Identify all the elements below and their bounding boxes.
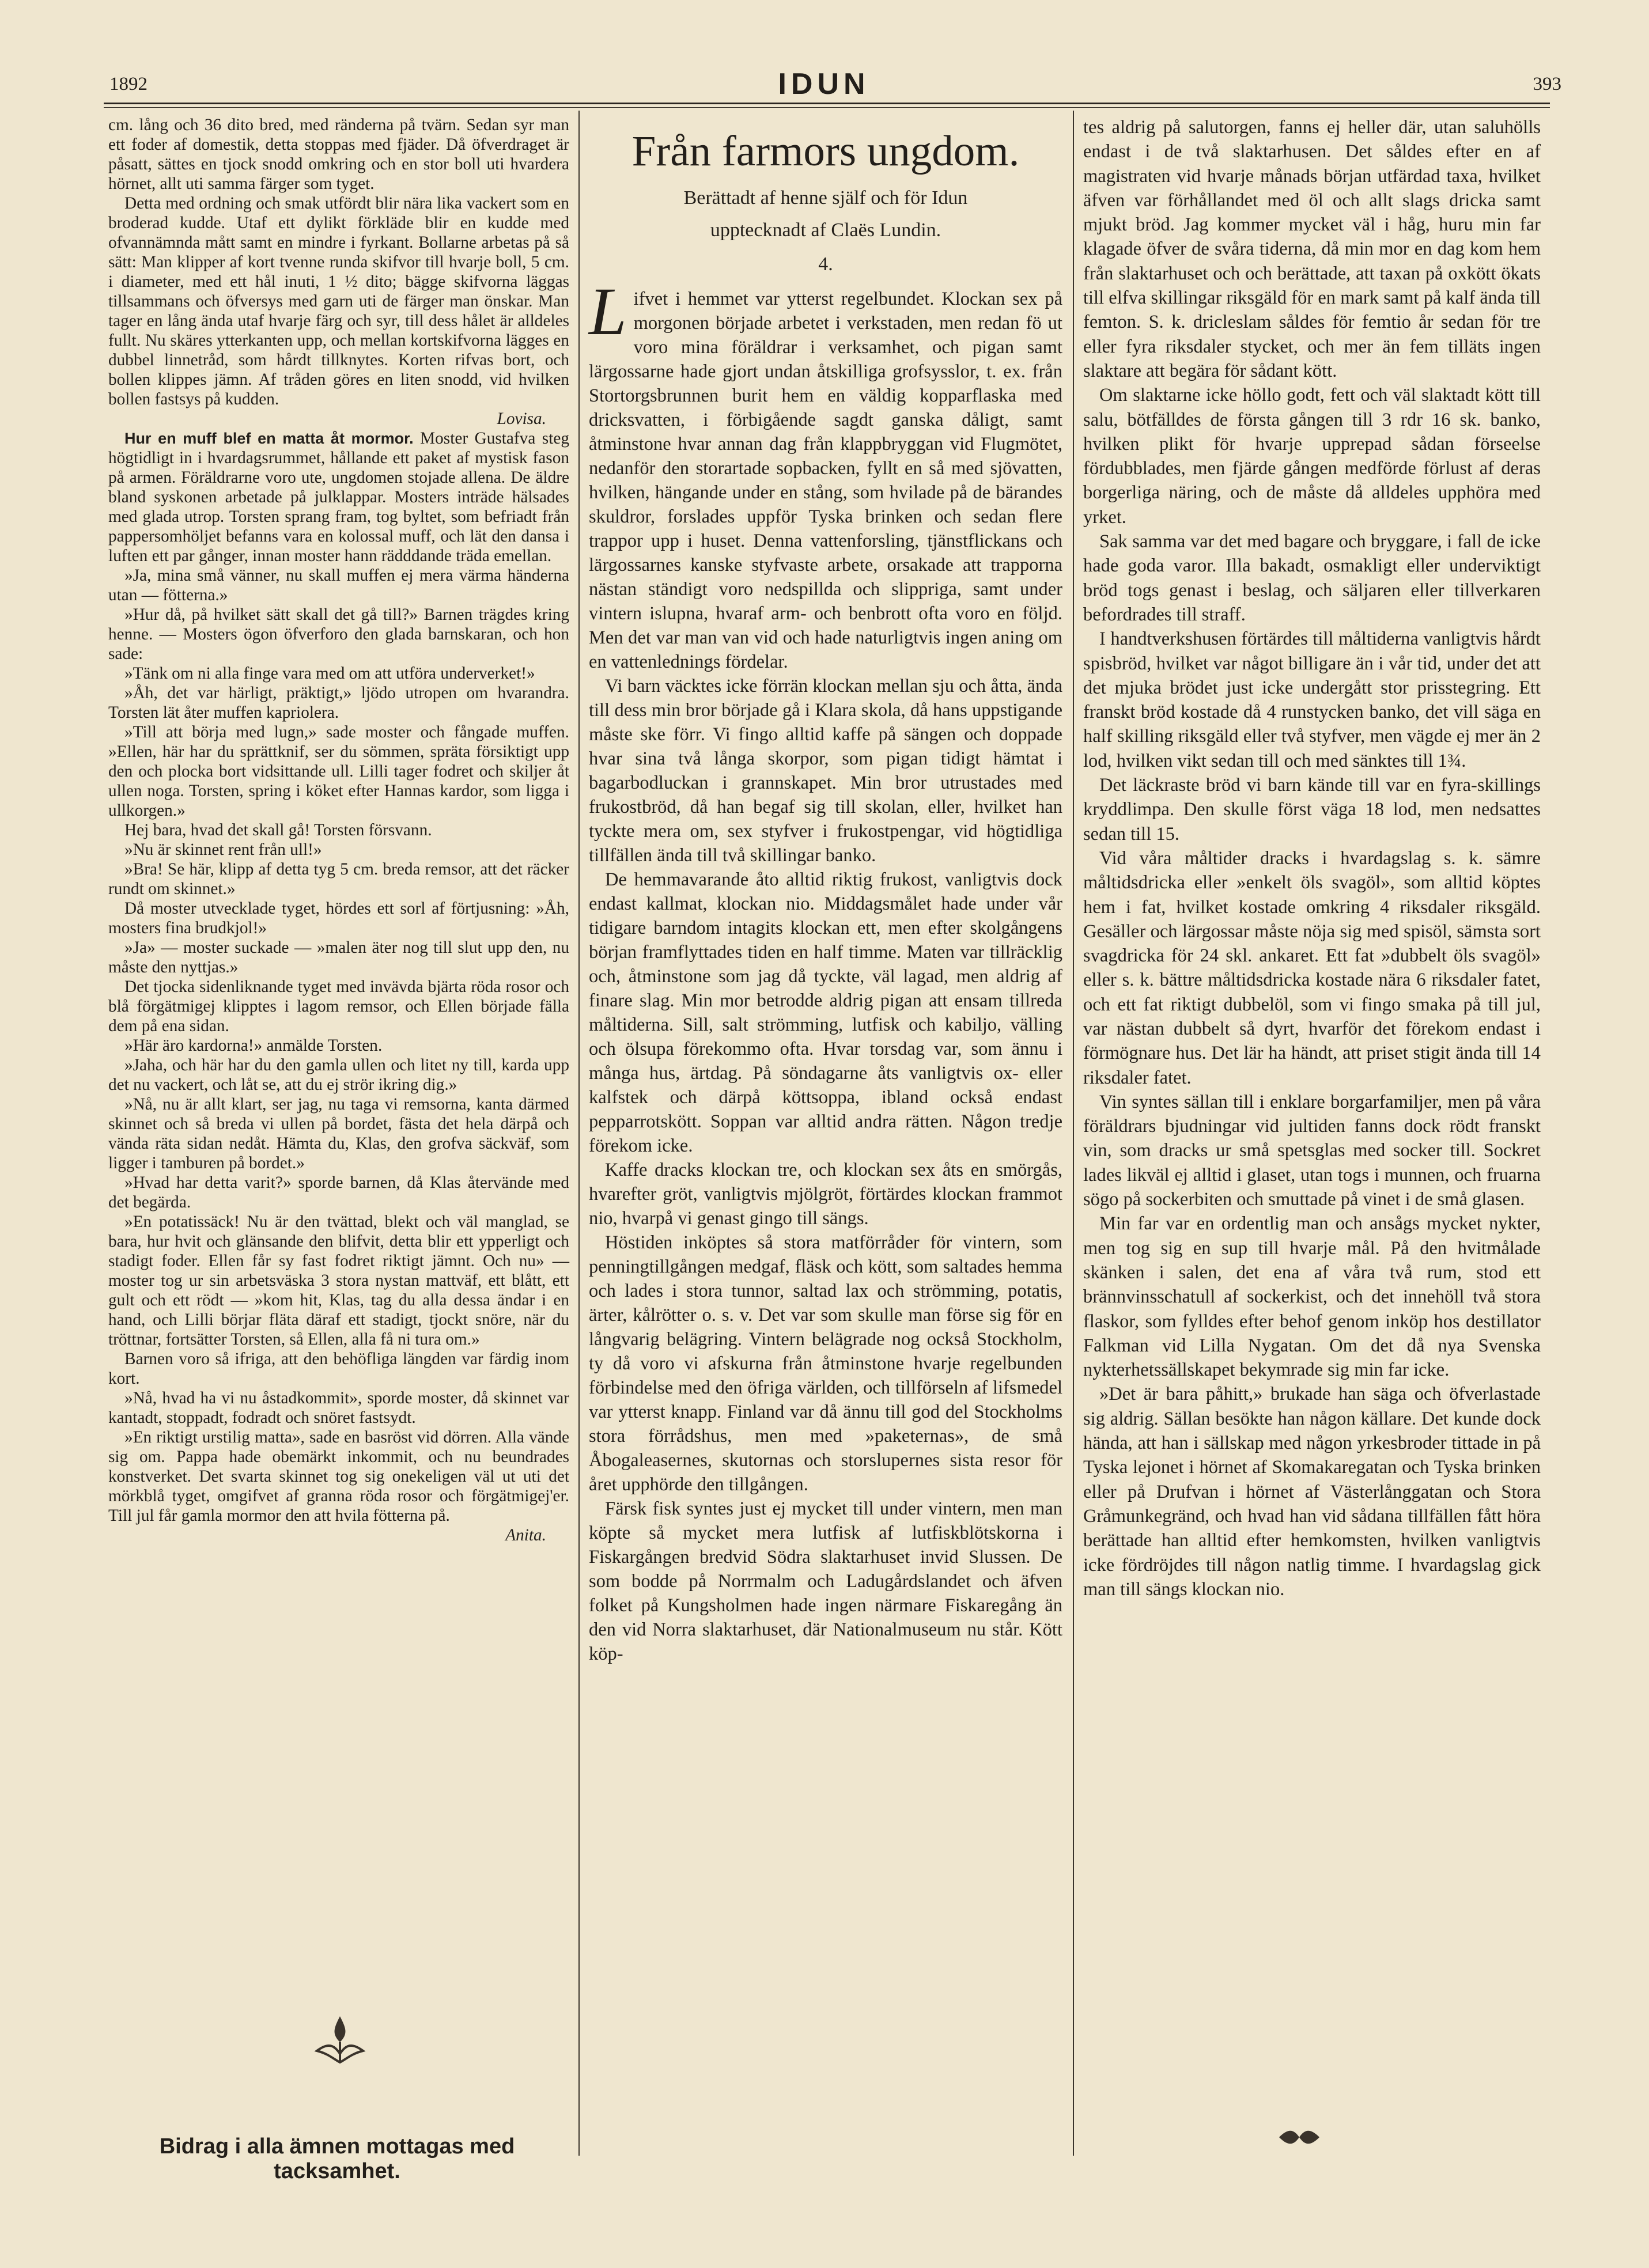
header-rule-thin xyxy=(104,107,1550,108)
paragraph: »Tänk om ni alla finge vara med om att utföra underverket!» xyxy=(124,664,535,683)
chapter-number: 4. xyxy=(818,253,833,275)
paragraph: tes aldrig på salutorgen, fanns ej heller där, utan saluhölls endast i de två slaktarhusen. Det såldes efter en af magistraten vid hvarje månads början utfärdad taxa, hvilket äfven var förhållandet med öl och allt slags dricka samt mjukt bröd. Jag kommer mycket väl i håg, huru min far klagade öfver de svåra tiderna, då min mor en dag kom hem från slaktarhuset och och berättade, att taxan på oxkött ökats till elfva skillingar riksgäld för en mark samt på kalf ända till femton. S. k. dricleslam såldes för femtio år sedan för tre eller fyra riksdaler stycket, och mer än fem tilläts ingen slaktare att begära för sådant kött. xyxy=(1083,117,1541,381)
paragraph: »Ja, mina små vänner, nu skall muffen ej mera värma händerna utan — fötterna.» xyxy=(108,566,569,604)
paragraph: Detta med ordning och smak utfördt blir nära lika vackert som en broderad kudde. Utaf ett dylikt förkläde blir en kudde med ofvannämnda mått samt en mindre i fyrkant. Bollarne arbetas på så sätt: Man klipper af kort tvenne runda skifvor till hvarje boll, 5 cm. i diameter, med ett hål inuti, 1 ½ dito; bägge skifvorna läggas tillsammans och öfversys med garn uti de färger man önskar. Man tager en lång ända utaf hvarje färg och syr, till dess hålet är alldeles fullt. Nu skäres ytterkanten upp, och mellan kortskifvorna lägges en dubbel linnetråd, som hårdt tillknytes. Korten rifvas bort, och bollen klippes jämn. Af tråden göres en liten snodd, vid hvilken bollen fastsys på kudden. xyxy=(108,194,569,408)
paragraph: Då moster utvecklade tyget, hördes ett sorl af förtjusning: »Åh, mosters fina brudkjol!» xyxy=(108,899,569,937)
paragraph: Färsk fisk syntes just ej mycket till under vintern, men man köpte så mycket mera lutfisk af lutfiskblötskorna i Fiskargången bredvid Södra slaktarhuset invid Slussen. De som bodde på Norrmalm och Ladugårdslandet och äfven folket på Kungsholmen hade ingen närmare Fiskaregång än den vid Norra slaktarhuset, där Nationalmuseum nu står. Kött köp- xyxy=(589,1498,1062,1664)
paragraph: »Hvad har detta varit?» sporde barnen, då Klas återvände med det begärda. xyxy=(108,1173,569,1211)
paragraph: De hemmavarande åto alltid riktig frukost, vanligtvis dock endast kallmat, klockan nio. Middagsmålet hade under vår tidigare barndom intagits klockan ett, men efter skolgångens början framflyttades tiden en half timme. Maten var tillräcklig och, åtminstone som jag då tyckte, väl lagad, men aldrig af finare slag. Min mor betrodde aldrig pigan att ensam tillreda måltiderna. Sill, salt strömming, lutfisk och kabiljo, välling och ölsupa förekommo ofta. Hvar torsdag var, som ännu i många hus, ärtdag. På söndagarne åts vanligtvis ox- eller kalfstek och därpå köttsoppa, ibland också endast pepparrotskött. Soppan var alltid andra rätten. Någon tredje förekom icke. xyxy=(589,869,1062,1156)
paragraph: »Hur då, på hvilket sätt skall det gå till?» Barnen trägdes kring henne. — Mosters ögon öfverforo den glada barnskaran, och hon sade: xyxy=(108,605,569,663)
paragraph: Sak samma var det med bagare och bryggare, i fall de icke hade goda varor. Illa bakadt, osmakligt eller underviktigt bröd togs genast i beslag, och säljaren eller tillverkaren befordrades till straff. xyxy=(1083,531,1541,625)
paragraph: Det tjocka sidenliknande tyget med invävda bjärta röda rosor och blå förgätmigej klipptes i lagom remsor, och Ellen började fälla dem på ena sidan. xyxy=(108,978,569,1035)
paragraph: Hej bara, hvad det skall gå! Torsten försvann. xyxy=(124,821,432,839)
paragraph: »Nå, nu är allt klart, ser jag, nu taga vi remsorna, kanta därmed skinnet och så breda vi ullen på bordet, fästa det hela därpå och vända räta sidan nedåt. Hämta du, Klas, den grofva säckväf, som ligger i tamburen på bordet.» xyxy=(108,1095,569,1172)
page-header xyxy=(75,67,1573,101)
paragraph: »Här äro kardorna!» anmälde Torsten. xyxy=(124,1036,383,1055)
paragraph: Moster Gustafva steg högtidligt in i hvardagsrummet, hållande ett paket af mystisk fason på armen. Föräldrarne voro ute, ungdomen stojade allena. De äldre bland syskonen arbetade på julklappar. Mosters inträde hälsades med glada utrop. Torsten sprang fram, tog byltet, som befriadt från pappersomhöljet befanns vara en kolossal muff, och lät den dansa i luften ett par gånger, innan moster hann rädddande träda emellan. xyxy=(108,429,569,565)
column-divider xyxy=(578,111,580,2156)
paragraph: »Till att börja med lugn,» sade moster och fångade muffen. »Ellen, här har du sprättknif, ser du sömmen, spräta försiktigt upp den och plocka bort vidsittande ull. Lilli tager fodret och skiljer åt ullen noga. Torsten, spring i köket efter Hannas kardor, som ligga i ullkorgen.» xyxy=(108,723,569,820)
paragraph: Vi barn väcktes icke förrän klockan mellan sju och åtta, ända till dess min bror började gå i Klara skola, då hans uppstigande måste ske förr. Vi fingo alltid kaffe på sängen och doppade hvar sina två långa skorpor, som pigan tidigt hämtat i bagarbodluckan i grannskapet. Min bror utrustades med frukostbröd, då han begaf sig till skolan, eller, hvilket han tyckte mera om, sex styfver i frukostpengar, vid högtidliga tillfällen ända till två skillingar banko. xyxy=(589,676,1062,866)
page-year: 1892 xyxy=(109,74,147,94)
paragraph: Vin syntes sällan till i enklare borgarfamiljer, men på våra föräldrars bjudningar vid jultiden fanns dock rödt franskt vin, som dracks ur små spetsglas med socker till. Sockret lades likväl ej alltid i glaset, utan togs i munnen, och fruarna sögo på sockerbiten och smuttade på vinet i de små glasen. xyxy=(1083,1091,1541,1210)
paragraph: Om slaktarne icke höllo godt, fett och väl slaktadt kött till salu, bötfälldes de första gången till 3 rdr 16 sk. banko, hvilken plikt för hvarje upprepad sådan förseelse fördubblades, men fjärde gången medförde förlust af deras borgerliga näring, och de måste då alldeles upphöra med yrket. xyxy=(1083,385,1541,528)
paragraph: »Nå, hvad ha vi nu åstadkommit», sporde moster, då skinnet var kantadt, stoppadt, fodradt och snöret fastsydt. xyxy=(108,1389,569,1427)
paragraph: Det läckraste bröd vi barn kände till var en fyra-skillings kryddlimpa. Den skulle först väga 18 lod, men nedsattes sedan till 15. xyxy=(1083,775,1541,845)
paragraph: »En potatissäck! Nu är den tvättad, blekt och väl manglad, se bara, hur hvit och glänsande den blifvit, detta blir ett ypperligt och stadigt foder. Ellen får sy fast fodret riktigt jämnt. Och nu» — moster tog ur sin arbetsväska 3 stora nystan mattväf, ett blått, ett gult och ett rödt — »kom hit, Klas, tag du alla dessa ändar i en hand, och Lilli börjar fläta däraf ett stadigt, tjockt snöre, när du tröttnar, fortsätter Torsten, så Ellen, alla få ni tura om.» xyxy=(108,1213,569,1349)
article-byline: upptecknadt af Claës Lundin. xyxy=(710,219,941,241)
thistle-ornament-icon xyxy=(305,2010,375,2068)
article-title: Från farmors ungdom. xyxy=(631,127,1020,175)
paragraph: Vid våra måltider dracks i hvardagslag s. k. sämre måltidsdricka eller »enkelt öls svagöl», som alltid köptes hem i fat, hvilket kostade omkring 4 riksdaler riksgäld. Gesäller och lärgossar måste nöja sig med spisöl, sämsta sort svagdricka för 24 skl. ankaret. Ett fat »dubbelt öls svagöl» eller s. k. bättre måltidsdricka kostade nära 6 riksdaler fatet, och ett fat riktigt dubbelöl, som vi fingo smaka på till jul, var nästan dubbelt så dyrt, hvarför det förekom endast i förmögnare hus. Det lär ha händt, att priset stigit ända till 14 riksdaler fatet. xyxy=(1083,847,1541,1088)
paragraph: »Ja» — moster suckade — »malen äter nog till slut upp den, nu måste den nyttjas.» xyxy=(108,938,569,976)
footer-notice: Bidrag i alla ämnen mottagas med tacksamhet. xyxy=(159,2134,515,2183)
paragraph: Min far var en ordentlig man och ansågs mycket nykter, men tog sig en sup till hvarje mål. På den hvitmålade skänken i salen, det ena af våra två rum, stod ett brännvinsschatull af sockerkist, och det innehöll två stora flaskor, som fylldes efter behof genom inköp hos destillator Falkman vid Lilla Nygatan. Om det då nya Svenska nykterhetssällskapet bekymrade sig min far icke. xyxy=(1083,1213,1541,1381)
article-subtitle: Berättadt af henne själf och för Idun xyxy=(683,187,968,209)
masthead-title: IDUN xyxy=(778,67,870,101)
header-rule xyxy=(104,103,1550,104)
paragraph: »Åh, det var härligt, präktigt,» ljödo utropen om hvarandra. Torsten lät åter muffen kapriolera. xyxy=(108,684,569,722)
paragraph: Kaffe dracks klockan tre, och klockan sex åts en smörgås, hvarefter gröt, vanligtvis mjölgröt, förtärdes klockan frammot nio, hvarpå vi genast gingo till sängs. xyxy=(589,1160,1062,1229)
paragraph: »En riktigt urstilig matta», sade en basröst vid dörren. Alla vände sig om. Pappa hade obemärkt inkommit, och nu beundrades konstverket. Det svarta skinnet tog sig onekeligen väl ut uti det mörkblå tyget, omgifvet af granna röda rosor och förgätmigej'er. Till jul får gamla mormor den att hvila fötterna på. xyxy=(108,1428,569,1525)
paragraph: I handtverkshusen förtärdes till måltiderna vanligtvis hårdt spisbröd, hvilket var något billigare än i vår tid, under det att det mjuka brödet just icke undergått stor prisstegring. Ett franskt bröd kostade då 4 runstycken banko, det vill säga en half skilling riksgäld eller två styfver, men vägde ej mer än 2 lod, hvilken vikt sedan till och med sänktes till 1¾. xyxy=(1083,628,1541,771)
paragraph: »Jaha, och här har du den gamla ullen och litet ny till, karda upp det nu vackert, och låt se, att du ej strör ikring dig.» xyxy=(108,1056,569,1094)
floral-ornament-icon xyxy=(1273,2123,1325,2152)
column-left xyxy=(108,115,569,1545)
signature: Lovisa. xyxy=(497,410,546,428)
paragraph: Höstiden inköptes så stora matförråder för vintern, som penningtillgången medgaf, fläsk och kött, som saltades hemma och lades i stora tunnor, saltad lax och strömming, potatis, ärter, kålrötter o. s. v. Det var som skulle man förse sig för en långvarig belägring. Vintern belägrade nog också Stockholm, ty då voro vi afskurna från åtminstone hvarje regelbunden förbindelse med den öfriga världen, och tillförseln af lifsmedel var ytterst knapp. Finland var då ännu till god del Stockholms stora förrådshus, men med »paketernas», de små Åbogaleasernes, skutornas och storslupernes sista resor för året upphörde den tillgången. xyxy=(589,1232,1062,1495)
paragraph: cm. lång och 36 dito bred, med ränderna på tvärn. Sedan syr man ett foder af domestik, detta stoppas med fjäder. Då öfverdraget är påsatt, sättes en tjock snodd omkring och en stor boll uti hvardera hörnet, allt uti samma färger som tyget. xyxy=(108,116,569,193)
paragraph: »Bra! Se här, klipp af detta tyg 5 cm. breda remsor, att det räcker rundt om skinnet.» xyxy=(108,860,569,898)
signature: Anita. xyxy=(505,1526,546,1544)
paragraph: »Det är bara påhitt,» brukade han säga och öfverlastade sig aldrig. Sällan besökte han någon källare. Det kunde dock hända, att han i sällskap med någon yrkesbroder tittade in på Tyska lejonet i hörnet af Skomakaregatan och Tyska brinken eller på Drufvan i hörnet af Västerlånggatan och Stora Gråmunkegränd, och hvad han vid sådana tillfällen fått höra berättade han alltid efter hemkomsten, hvilken vanligtvis icke fördröjdes till någon natlig timme. I hvardagslag gick man till sängs klockan nio. xyxy=(1083,1384,1541,1600)
drop-cap: L xyxy=(589,274,627,349)
paragraph: Barnen voro så ifriga, att den behöfliga längden var färdig inom kort. xyxy=(108,1350,569,1388)
column-right xyxy=(1083,115,1541,1601)
page-number: 393 xyxy=(1533,74,1561,94)
paragraph: »Nu är skinnet rent från ull!» xyxy=(124,840,322,859)
paragraph: ifvet i hemmet var ytterst regelbundet. Klockan sex på morgonen började arbetet i verkstaden, men redan fö ut voro mina föräldrar i verksamhet, och pigan samt lärgossarne hade gjort undan åtskilliga grofsysslor, t. ex. från Stortorgsbrunnen burit hem en väldig kopparflaska med dricksvatten, i förbigående sagdt ganska dåligt, samt åtminstone hvar annan dag från klappbryggan vid Flugmötet, nedanför den storartade sopbacken, fyllt en så med sjövatten, hvilken, hängande under en stång, som hvilade på de bärandes skuldror, forslades uppför Tyska brinken och sedan flere trappor upp i huset. Denna vattenforsling, tjänstflickans och lärgossarnes kanske styfvaste arbete, orsakade att trapporna nästan ständigt voro nedspillda och slippriga, samt under vintern islupna, hvaraf arm- och benbrott ofta voro en följd. Men det var man van vid och hade naturligtvis ingen aning om en vattenlednings fördelar. xyxy=(589,289,1062,672)
column-middle xyxy=(589,115,1062,1666)
section-heading: Hur en muff blef en matta åt mormor. xyxy=(124,430,414,447)
column-divider xyxy=(1073,111,1074,2156)
